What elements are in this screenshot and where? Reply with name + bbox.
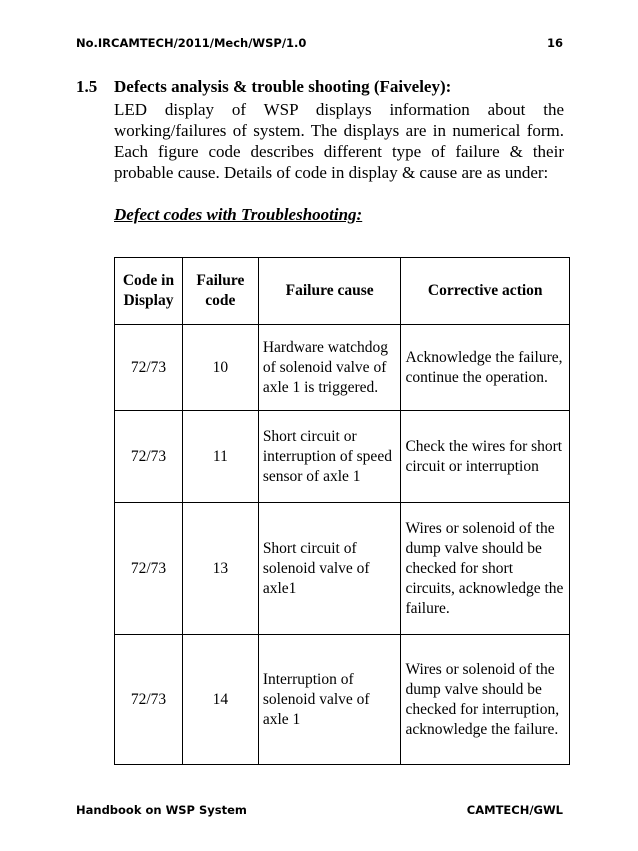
corrective-action-cell: Check the wires for short circuit or interruption xyxy=(401,411,570,503)
display-code-cell: 72/73 xyxy=(115,325,183,411)
failure-cause-cell: Short circuit of solenoid valve of axle1 xyxy=(258,503,401,635)
failure-code-cell: 13 xyxy=(182,503,258,635)
display-code-cell: 72/73 xyxy=(115,411,183,503)
section-number: 1.5 xyxy=(76,77,98,96)
table-row xyxy=(115,411,570,503)
table-row xyxy=(115,325,570,411)
failure-cause-cell: Short circuit or interruption of speed sensor of axle 1 xyxy=(258,411,401,503)
footer-title: Handbook on WSP System xyxy=(76,803,247,817)
failure-code-cell: 11 xyxy=(182,411,258,503)
section-heading xyxy=(76,77,451,97)
table-row xyxy=(115,635,570,765)
header-failure-code: Failure code xyxy=(182,258,258,325)
section-title: Defects analysis & trouble shooting (Faiveley): xyxy=(114,77,452,96)
table-row xyxy=(115,503,570,635)
header-corrective-action: Corrective action xyxy=(401,258,570,325)
corrective-action-cell: Wires or solenoid of the dump valve should be checked for interruption, acknowledge the failure. xyxy=(401,635,570,765)
page-header xyxy=(76,36,563,50)
display-code-cell: 72/73 xyxy=(115,635,183,765)
subheading: Defect codes with Troubleshooting: xyxy=(114,205,363,224)
failure-code-cell: 14 xyxy=(182,635,258,765)
page-number: 16 xyxy=(546,36,563,50)
corrective-action-cell: Acknowledge the failure, continue the operation. xyxy=(401,325,570,411)
table-header-row xyxy=(115,258,570,325)
header-code-in-display: Code in Display xyxy=(115,258,183,325)
display-code-cell: 72/73 xyxy=(115,503,183,635)
header-failure-cause: Failure cause xyxy=(258,258,401,325)
failure-cause-cell: Hardware watchdog of solenoid valve of axle 1 is triggered. xyxy=(258,325,401,411)
document-number: No.IRCAMTECH/2011/Mech/WSP/1.0 xyxy=(76,36,307,50)
defect-codes-table xyxy=(114,257,570,765)
intro-paragraph: LED display of WSP displays information about the working/failures of system. The displays are in numerical form. Each figure code describes different type of failure & their probable cause. Details of code in display & cause are as under: xyxy=(114,100,564,182)
page-footer xyxy=(76,803,563,817)
failure-cause-cell: Interruption of solenoid valve of axle 1 xyxy=(258,635,401,765)
failure-code-cell: 10 xyxy=(182,325,258,411)
corrective-action-cell: Wires or solenoid of the dump valve should be checked for short circuits, acknowledge the failure. xyxy=(401,503,570,635)
footer-organization: CAMTECH/GWL xyxy=(466,803,563,817)
